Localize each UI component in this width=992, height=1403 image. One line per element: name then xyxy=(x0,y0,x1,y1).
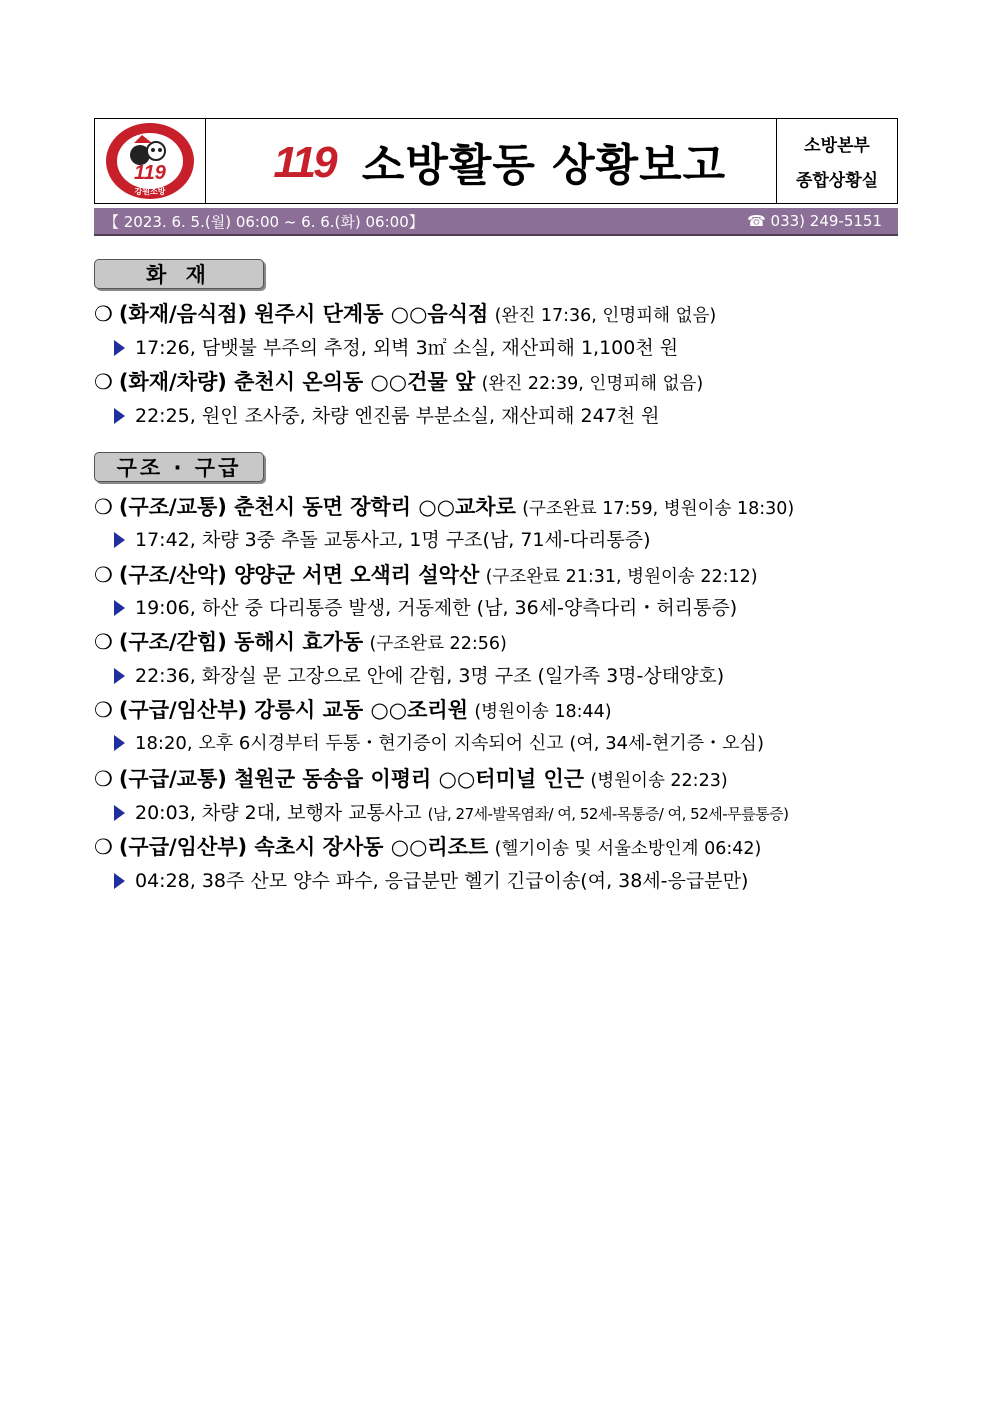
circle-bullet-icon: ❍ xyxy=(94,835,113,859)
list-item xyxy=(94,492,794,522)
circle-bullet-icon: ❍ xyxy=(94,698,113,722)
item-status: (병원이송 18:44) xyxy=(474,702,612,722)
triangle-arrow-icon xyxy=(114,668,125,684)
119-badge-icon xyxy=(256,137,352,185)
item-detail: 18:20, 오후 6시경부터 두통・현기증이 지속되어 신고 (여, 34세-현기증・오심) xyxy=(135,733,764,754)
phone-number: ☎ 033) 249-5151 xyxy=(747,212,882,230)
item-heading: (화재/차량) 춘천시 온의동 ○○건물 앞 xyxy=(118,370,476,394)
logo-center-text: 119 xyxy=(134,162,166,184)
item-heading: (구급/임산부) 강릉시 교동 ○○조리원 xyxy=(118,698,468,722)
circle-bullet-icon: ❍ xyxy=(94,767,113,791)
list-item xyxy=(94,627,507,657)
list-item xyxy=(94,695,612,725)
item-status: (완진 17:36, 인명피해 없음) xyxy=(494,306,717,326)
item-status: (완진 22:39, 인명피해 없음) xyxy=(481,374,704,394)
item-heading: (구조/교통) 춘천시 동면 장학리 ○○교차로 xyxy=(118,495,516,519)
triangle-arrow-icon xyxy=(114,805,125,821)
triangle-arrow-icon xyxy=(114,873,125,889)
period-range: 【 2023. 6. 5.(월) 06:00 ~ 6. 6.(화) 06:00】 xyxy=(104,212,424,231)
item-heading: (구조/산악) 양양군 서면 오색리 설악산 xyxy=(118,563,480,587)
item-detail-small: (남, 27세-발목염좌/ 여, 52세-목통증/ 여, 52세-무릎통증) xyxy=(427,805,789,823)
triangle-arrow-icon xyxy=(114,735,125,751)
triangle-arrow-icon xyxy=(114,408,125,424)
circle-bullet-icon: ❍ xyxy=(94,630,113,654)
item-status: (구조완료 22:56) xyxy=(369,634,507,654)
item-detail: 19:06, 하산 중 다리통증 발생, 거동제한 (남, 36세-양측다리・허리통증) xyxy=(135,597,738,619)
triangle-arrow-icon xyxy=(114,532,125,548)
list-item-detail xyxy=(114,401,660,431)
item-detail: 22:36, 화장실 문 고장으로 안에 갇힘, 3명 구조 (일가족 3명-상태양호) xyxy=(135,665,725,687)
item-heading: (화재/음식점) 원주시 단계동 ○○음식점 xyxy=(118,302,489,326)
page-title: 소방활동 상황보고 xyxy=(361,140,727,191)
item-detail: 04:28, 38주 산모 양수 파수, 응급분만 헬기 긴급이송(여, 38세-응급분만) xyxy=(135,870,749,892)
logo-bottom-text: 강원소방 xyxy=(134,187,166,196)
office-line1: 소방본부 xyxy=(804,136,870,156)
office-line2: 종합상황실 xyxy=(795,171,879,191)
list-item xyxy=(94,299,716,329)
list-item-detail xyxy=(114,525,651,555)
item-heading: (구급/임산부) 속초시 장사동 ○○리조트 xyxy=(118,835,489,859)
title-cell xyxy=(206,119,776,203)
item-detail: 22:25, 원인 조사중, 차량 엔진룸 부분소실, 재산피해 247천 원 xyxy=(135,405,660,427)
item-detail: 20:03, 차량 2대, 보행자 교통사고 xyxy=(135,802,422,824)
item-status: (헬기이송 및 서울소방인계 06:42) xyxy=(494,839,762,859)
list-item xyxy=(94,560,758,590)
logo-cell xyxy=(95,119,206,203)
item-status: (구조완료 17:59, 병원이송 18:30) xyxy=(522,499,795,519)
item-detail: 17:26, 담뱃불 부주의 추정, 외벽 3㎡ 소실, 재산피해 1,100천 원 xyxy=(135,337,679,359)
svg-text:119: 119 xyxy=(273,138,335,185)
item-heading: (구급/교통) 철원군 동송읍 이평리 ○○터미널 인근 xyxy=(118,767,585,791)
item-heading: (구조/갇힘) 동해시 효가동 xyxy=(118,630,364,654)
period-bar xyxy=(94,208,898,236)
item-detail: 17:42, 차량 3중 추돌 교통사고, 1명 구조(남, 71세-다리통증) xyxy=(135,529,651,551)
section-title-fire: 화 재 xyxy=(94,259,264,289)
list-item-detail xyxy=(114,866,748,896)
section-title-rescue: 구조 · 구급 xyxy=(94,452,264,482)
circle-bullet-icon: ❍ xyxy=(94,563,113,587)
list-item xyxy=(94,367,703,397)
item-status: (병원이송 22:23) xyxy=(590,771,728,791)
list-item xyxy=(94,764,728,794)
circle-bullet-icon: ❍ xyxy=(94,370,113,394)
circle-bullet-icon: ❍ xyxy=(94,302,113,326)
office-cell xyxy=(776,119,897,203)
list-item-detail xyxy=(114,333,678,363)
list-item-detail xyxy=(114,593,737,623)
triangle-arrow-icon xyxy=(114,340,125,356)
list-item-detail xyxy=(114,798,788,828)
list-item-detail xyxy=(114,729,764,759)
circle-bullet-icon: ❍ xyxy=(94,495,113,519)
gangwon-fire-logo-icon xyxy=(104,121,196,201)
report-header xyxy=(94,118,898,204)
item-status: (구조완료 21:31, 병원이송 22:12) xyxy=(485,567,758,587)
list-item-detail xyxy=(114,661,724,691)
list-item xyxy=(94,832,761,862)
triangle-arrow-icon xyxy=(114,600,125,616)
